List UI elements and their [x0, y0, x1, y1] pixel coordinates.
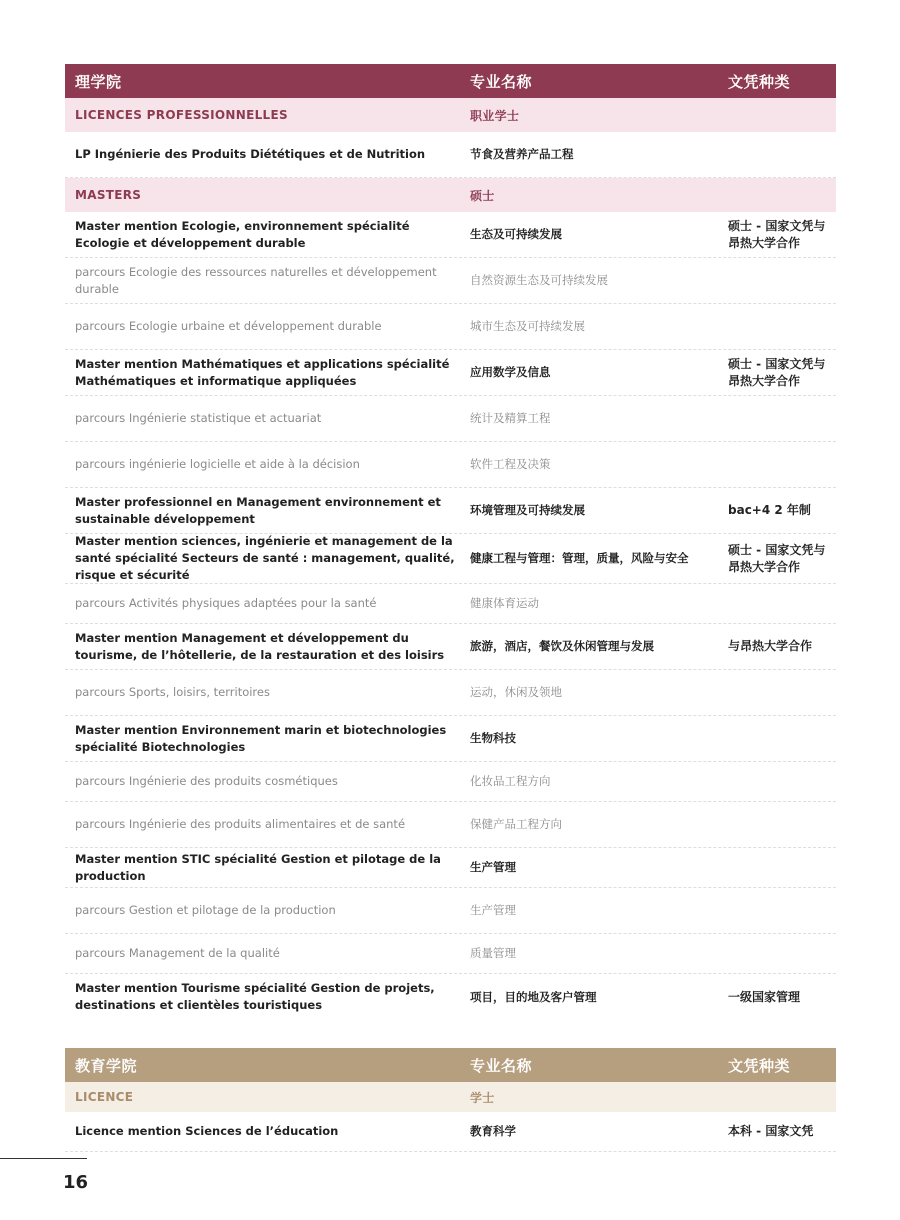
page-number: 16 — [63, 1172, 89, 1193]
program-cn: 自然资源生态及可持续发展 — [470, 273, 608, 287]
program-fr: Master mention Tourisme spécialité Gestion de projets, destinations et clientèles touristiques — [75, 981, 435, 1012]
program-fr: parcours Activités physiques adaptées pour la santé — [75, 596, 377, 610]
table-row — [65, 534, 836, 584]
program-fr: parcours Ecologie urbaine et développement durable — [75, 319, 382, 333]
program-cn: 生产管理 — [470, 860, 516, 874]
table-row — [65, 934, 836, 974]
table-row — [65, 974, 836, 1020]
diploma-type: 一级国家管理 — [728, 989, 801, 1004]
table-row — [65, 442, 836, 488]
header-faculty: 教育学院 — [75, 1056, 138, 1075]
table-row — [65, 304, 836, 350]
program-cn: 项目，目的地及客户管理 — [470, 989, 597, 1004]
program-fr: parcours ingénierie logicielle et aide à la décision — [75, 457, 360, 471]
table-row — [65, 762, 836, 802]
header-diploma-type: 文凭种类 — [728, 72, 791, 91]
program-fr: Master mention STIC spécialité Gestion et pilotage de la production — [75, 851, 441, 883]
program-cn: 生产管理 — [470, 903, 516, 917]
program-fr: parcours Ingénierie des produits alimentaires et de santé — [75, 817, 406, 831]
table-row — [65, 670, 836, 716]
table-row — [65, 716, 836, 762]
diploma-type: 硕士 - 国家文凭与昂热大学合作 — [728, 356, 826, 388]
table-row — [65, 258, 836, 304]
header-program-name: 专业名称 — [470, 1056, 533, 1075]
program-fr: Master mention Environnement marin et biotechnologies spécialité Biotechnologies — [75, 722, 447, 754]
table-row — [65, 350, 836, 396]
program-fr: parcours Sports, loisirs, territoires — [75, 685, 270, 699]
science-faculty-table — [65, 64, 836, 1020]
table-row — [65, 584, 836, 624]
program-fr: parcours Ecologie des ressources naturelles et développement durable — [75, 264, 437, 296]
program-cn: 环境管理及可持续发展 — [470, 503, 585, 517]
diploma-type: 硕士 - 国家文凭与昂热大学合作 — [728, 542, 826, 574]
header-diploma-type: 文凭种类 — [728, 1056, 791, 1075]
diploma-type: 与昂热大学合作 — [728, 639, 813, 653]
header-faculty: 理学院 — [75, 72, 122, 91]
program-cn: 应用数学及信息 — [470, 365, 551, 379]
category-row-licences-pro — [65, 98, 836, 132]
program-fr: Licence mention Sciences de l’éducation — [75, 1124, 339, 1138]
diploma-type: 本科 - 国家文凭 — [728, 1124, 814, 1138]
program-fr: parcours Gestion et pilotage de la production — [75, 903, 336, 917]
category-label-fr: LICENCE — [75, 1090, 134, 1104]
footer-rule — [0, 1158, 87, 1159]
program-cn: 健康工程与管理：管理，质量，风险与安全 — [470, 551, 689, 565]
program-cn: 软件工程及决策 — [470, 457, 551, 471]
program-cn: 化妆品工程方向 — [470, 774, 551, 788]
program-cn: 质量管理 — [470, 946, 516, 960]
program-fr: Master professionnel en Management environnement et sustainable développement — [75, 494, 441, 526]
program-fr: parcours Management de la qualité — [75, 946, 280, 960]
table-row — [65, 396, 836, 442]
program-cn: 保健产品工程方向 — [470, 817, 562, 831]
category-row-masters — [65, 178, 836, 212]
program-fr: parcours Ingénierie statistique et actuariat — [75, 411, 322, 425]
program-cn: 城市生态及可持续发展 — [470, 319, 585, 333]
program-cn: 运动，休闲及领地 — [470, 685, 562, 699]
table-row — [65, 624, 836, 670]
program-fr: Master mention Ecologie, environnement spécialité Ecologie et développement durable — [75, 218, 410, 250]
category-label-cn: 职业学士 — [470, 108, 520, 123]
program-fr: parcours Ingénierie des produits cosmétiques — [75, 774, 338, 788]
table-row — [65, 848, 836, 888]
category-row-licence — [65, 1082, 836, 1112]
program-fr: Master mention sciences, ingénierie et management de la santé spécialité Secteurs de santé : management, qualité, risque et sécurité — [75, 534, 455, 582]
diploma-type: bac+4 2 年制 — [728, 503, 811, 517]
table-row — [65, 212, 836, 258]
education-faculty-table — [65, 1048, 836, 1152]
program-cn: 生态及可持续发展 — [470, 227, 562, 241]
table-row — [65, 802, 836, 848]
category-label-fr: MASTERS — [75, 188, 142, 202]
program-fr: LP Ingénierie des Produits Diététiques et de Nutrition — [75, 147, 426, 161]
table-header — [65, 64, 836, 98]
category-label-cn: 学士 — [470, 1090, 495, 1105]
table-header — [65, 1048, 836, 1082]
program-cn: 教育科学 — [470, 1124, 516, 1138]
program-cn: 节食及营养产品工程 — [470, 147, 574, 161]
header-program-name: 专业名称 — [470, 72, 533, 91]
table-row — [65, 488, 836, 534]
program-fr: Master mention Management et développement du tourisme, de l’hôtellerie, de la restauration et des loisirs — [75, 630, 445, 662]
table-row — [65, 888, 836, 934]
program-cn: 统计及精算工程 — [470, 411, 551, 425]
table-row — [65, 132, 836, 178]
diploma-type: 硕士 - 国家文凭与昂热大学合作 — [728, 218, 826, 250]
program-cn: 健康体育运动 — [470, 596, 539, 610]
category-label-cn: 硕士 — [470, 188, 495, 203]
program-cn: 生物科技 — [470, 731, 516, 745]
program-fr: Master mention Mathématiques et applications spécialité Mathématiques et informatique appliquées — [75, 356, 450, 388]
category-label-fr: LICENCES PROFESSIONNELLES — [75, 108, 288, 122]
program-cn: 旅游，酒店，餐饮及休闲管理与发展 — [470, 639, 654, 653]
table-row — [65, 1112, 836, 1152]
